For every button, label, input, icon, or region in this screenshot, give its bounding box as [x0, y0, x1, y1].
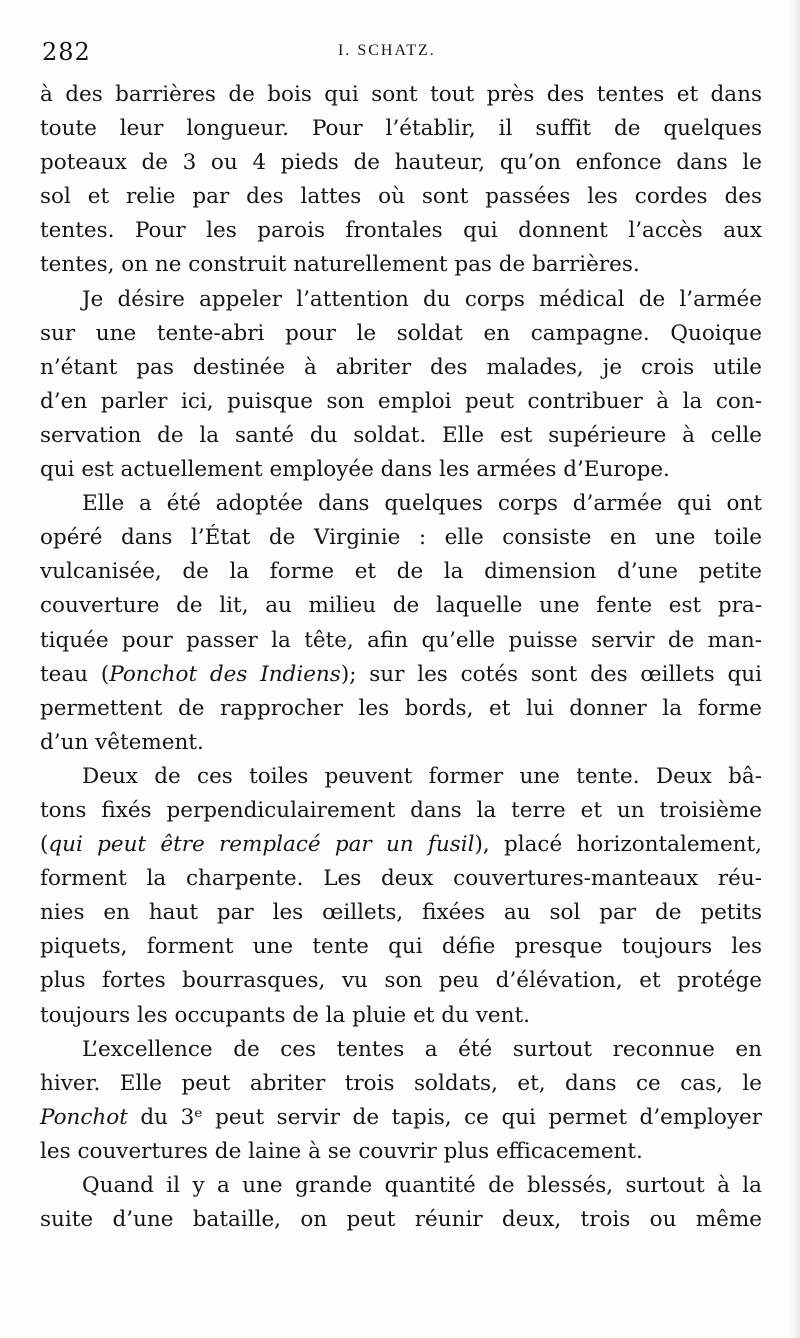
text-line: [40, 658, 762, 692]
page-edge-shadow: [790, 0, 800, 1338]
running-head: I. SCHATZ.: [338, 42, 436, 59]
text-line: servation de la santé du soldat. Elle est supérieure à celle: [40, 422, 762, 448]
text-line: sur une tente-abri pour le soldat en campagne. Quoique: [40, 320, 762, 346]
text-line: tentes, on ne construit naturellement pas de barrières.: [40, 252, 640, 278]
text-line: les couvertures de laine à se couvrir plus efficacement.: [40, 1138, 643, 1164]
text-segment: ); sur les cotés sont des œillets qui: [340, 661, 762, 687]
text-line: vulcanisée, de la forme et de la dimension d’une petite: [40, 559, 762, 585]
text-line: L’excellence de ces tentes a été surtout reconnue en: [82, 1036, 762, 1062]
text-line: tentes. Pour les parois frontales qui donnent l’accès aux: [40, 218, 762, 244]
text-segment: teau (: [40, 661, 110, 687]
text-line: toute leur longueur. Pour l’établir, il suffit de quelques: [40, 116, 762, 142]
text-line: sol et relie par des lattes où sont passées les cordes des: [40, 184, 762, 210]
italic-text: Ponchot des Indiens: [109, 661, 341, 687]
text-segment: ), placé horizontalement,: [474, 832, 762, 858]
text-line: tiquée pour passer la tête, afin qu’elle puisse servir de man-: [40, 627, 762, 653]
text-line: d’un vêtement.: [40, 729, 204, 755]
text-segment: du 3ᵉ peut servir de tapis, ce qui permet d’employer: [127, 1104, 762, 1130]
text-line: Elle a été adoptée dans quelques corps d’armée qui ont: [82, 491, 762, 517]
text-line: opéré dans l’État de Virginie : elle consiste en une toile: [40, 525, 762, 551]
page-header: [0, 38, 800, 72]
text-line: Deux de ces toiles peuvent former une tente. Deux bâ-: [82, 763, 762, 789]
italic-text: Ponchot: [40, 1104, 128, 1130]
text-line: nies en haut par les œillets, fixées au sol par de petits: [40, 900, 762, 926]
text-line: permettent de rapprocher les bords, et lui donner la forme: [40, 695, 762, 721]
text-segment: (: [40, 832, 49, 858]
text-line: d’en parler ici, puisque son emploi peut contribuer à la con-: [40, 388, 762, 414]
italic-text: qui peut être remplacé par un fusil: [48, 832, 475, 858]
text-line: toujours les occupants de la pluie et du vent.: [40, 1002, 530, 1028]
text-line: à des barrières de bois qui sont tout près des tentes et dans: [40, 82, 762, 107]
text-line: couverture de lit, au milieu de laquelle une fente est pra-: [40, 593, 762, 619]
text-line: Je désire appeler l’attention du corps médical de l’armée: [82, 286, 762, 312]
text-line: n’étant pas destinée à abriter des malades, je crois utile: [40, 354, 762, 380]
text-line: poteaux de 3 ou 4 pieds de hauteur, qu’on enfonce dans le: [40, 150, 762, 176]
page-number: 282: [42, 38, 91, 66]
text-line: Quand il y a une grande quantité de blessés, surtout à la: [82, 1173, 762, 1198]
text-line: forment la charpente. Les deux couvertures-manteaux réu-: [40, 866, 762, 892]
text-line: hiver. Elle peut abriter trois soldats, et, dans ce cas, le: [40, 1070, 762, 1096]
text-line: suite d’une bataille, on peut réunir deux, trois ou même: [40, 1207, 762, 1233]
text-line: piquets, forment une tente qui défie presque toujours les: [40, 934, 762, 960]
text-line: [40, 828, 762, 862]
text-line: [40, 1101, 762, 1135]
body-text: [40, 78, 762, 1237]
text-line: tons fixés perpendiculairement dans la terre et un troisième: [40, 797, 762, 823]
text-line: plus fortes bourrasques, vu son peu d’élévation, et protége: [40, 968, 762, 994]
text-line: qui est actuellement employée dans les armées d’Europe.: [40, 457, 670, 483]
